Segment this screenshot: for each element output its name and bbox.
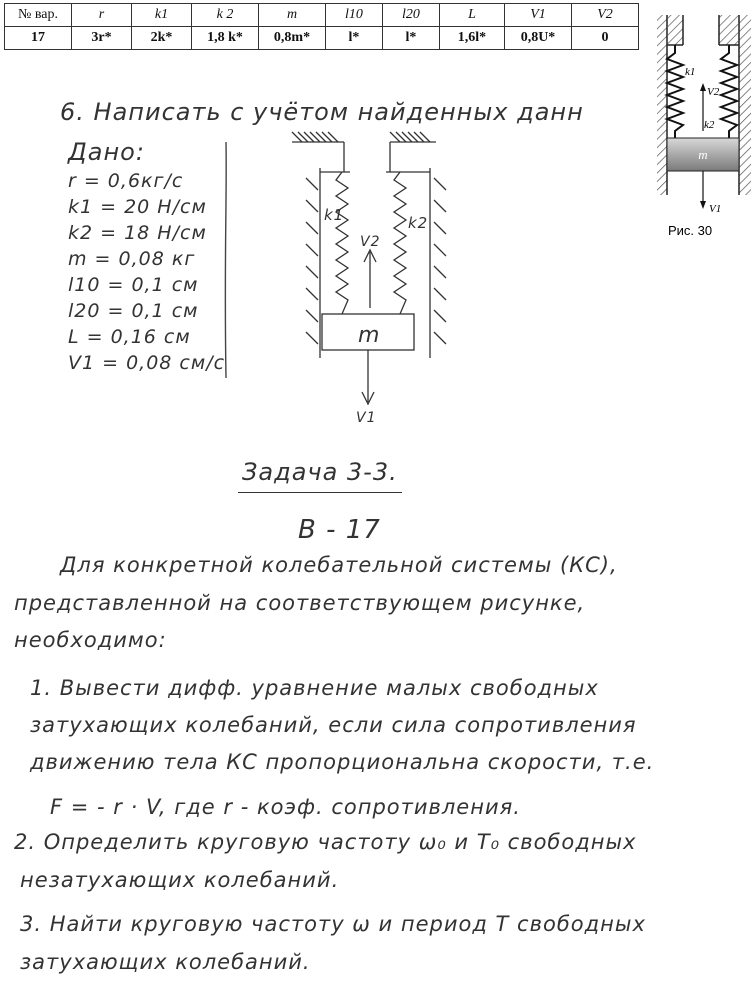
variant-label: В - 17 <box>298 515 381 545</box>
table-cell: l* <box>383 27 440 50</box>
body-line: Для конкретной колебательной системы (КС), <box>60 553 618 577</box>
task-point-6: 6. Написать с учётом найденных данн <box>60 98 584 126</box>
given-divider <box>222 140 230 380</box>
task-title: Задача 3-3. <box>238 458 402 493</box>
mass-label: m <box>698 147 708 162</box>
body-line: необходимо: <box>14 628 167 652</box>
table-cell: 17 <box>5 27 72 50</box>
given-title: Дано: <box>68 138 145 166</box>
arrow-down-icon <box>700 201 706 209</box>
sketch-v1: V1 <box>356 410 377 426</box>
k2-label: k2 <box>704 119 715 131</box>
body-line: представленной на соответствующем рисунке, <box>14 591 586 615</box>
table-header-cell: № вар. <box>5 4 72 27</box>
given-item: V1 = 0,08 см/с <box>68 352 226 374</box>
table-cell: l* <box>326 27 383 50</box>
spring-k2 <box>721 45 737 138</box>
table-header-cell: r <box>72 4 132 27</box>
body-line: 1. Вывести дифф. уравнение малых свободных <box>30 676 599 700</box>
body-line: движению тела КС пропорциональна скорости, т.е. <box>30 750 655 774</box>
body-line: 2. Определить круговую частоту ω₀ и T₀ свободных <box>14 830 637 854</box>
table-header-cell: l20 <box>383 4 440 27</box>
given-item: k1 = 20 Н/см <box>68 196 207 218</box>
table-cell: 3r* <box>72 27 132 50</box>
figure-caption: Рис. 30 <box>668 223 713 238</box>
body-line: F = - r · V, где r - коэф. сопротивления. <box>50 795 521 819</box>
table-header-cell: k1 <box>132 4 192 27</box>
table-cell: 0,8U* <box>505 27 572 50</box>
table-header-cell: V2 <box>572 4 639 27</box>
given-item: l10 = 0,1 см <box>68 274 199 296</box>
body-line: 3. Найти круговую частоту ω и период T свободных <box>20 912 646 936</box>
v2-label: V2 <box>707 86 720 98</box>
parameters-table <box>4 3 639 50</box>
table-value-row <box>5 27 639 50</box>
given-item: k2 = 18 Н/см <box>68 222 207 244</box>
given-item: m = 0,08 кг <box>68 248 196 270</box>
given-item: l20 = 0,1 см <box>68 300 199 322</box>
spring-k1 <box>667 45 683 138</box>
given-item: r = 0,6кг/с <box>68 170 184 192</box>
sketch-v2: V2 <box>360 234 381 250</box>
v1-label: V1 <box>709 203 722 215</box>
arrow-up-icon <box>700 83 706 91</box>
body-line: затухающих колебаний, если сила сопротивления <box>30 713 637 737</box>
table-header-cell: m <box>259 4 326 27</box>
spring-system-figure <box>655 5 752 240</box>
left-wall <box>657 15 667 195</box>
k1-label: k1 <box>685 66 696 78</box>
given-list <box>68 170 228 378</box>
table-header-cell: L <box>440 4 505 27</box>
body-line: незатухающих колебаний. <box>20 868 340 892</box>
table-header-row <box>5 4 639 27</box>
table-cell: 1,8 k* <box>192 27 259 50</box>
table-header-cell: l10 <box>326 4 383 27</box>
table-cell: 0,8m* <box>259 27 326 50</box>
body-line: затухающих колебаний. <box>20 950 311 974</box>
sketch-m: m <box>358 323 381 348</box>
table-cell: 1,6l* <box>440 27 505 50</box>
table-header-cell: k 2 <box>192 4 259 27</box>
table-cell: 2k* <box>132 27 192 50</box>
table-header-cell: V1 <box>505 4 572 27</box>
sketch-k2: k2 <box>408 214 429 232</box>
given-item: L = 0,16 см <box>68 326 191 348</box>
table-cell: 0 <box>572 27 639 50</box>
sketch-k1: k1 <box>324 206 345 224</box>
right-wall <box>739 15 751 195</box>
hand-sketch <box>290 128 460 428</box>
